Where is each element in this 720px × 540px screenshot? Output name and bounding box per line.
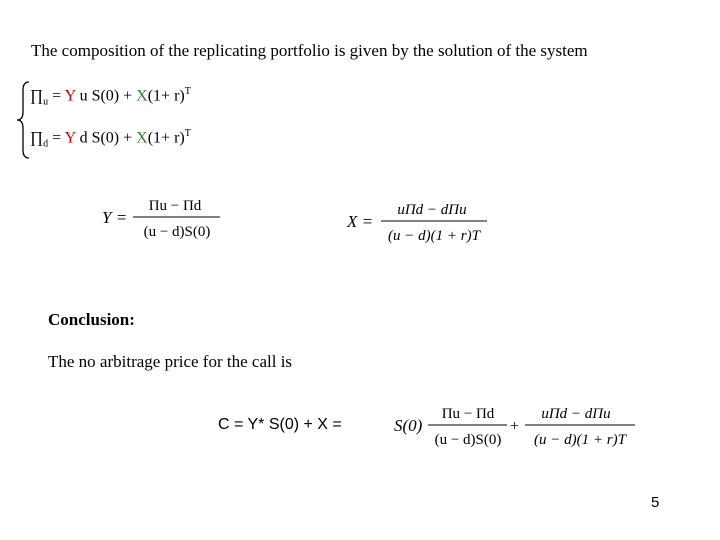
formula-x-denominator: (u − d)(1 + r)T (388, 228, 480, 244)
formula-y (100, 192, 230, 248)
formula-x (345, 196, 495, 252)
y-variable: Y (64, 129, 76, 147)
system-eq-down: $\prod_d = Y$ d $S(0) + X(1+ r)^T$ (30, 128, 191, 150)
pi-symbol: ∏ (30, 129, 44, 147)
formula-c-plus: + (510, 418, 520, 435)
system-brace (15, 80, 31, 160)
call-price-line: C = Y* S(0) + X = (218, 416, 342, 433)
page-number: 5 (651, 494, 660, 511)
formula-c-num1: Πu − Πd (441, 406, 495, 422)
x-variable: X (136, 87, 148, 105)
formula-y-denominator: (u − d)S(0) (143, 224, 211, 240)
system-eq-up: $\prod_u = Y$ u $S(0) + X(1+ r)^T$ (30, 86, 191, 108)
formula-c-denominator2: (u − d)(1 + r)T (534, 432, 626, 448)
formula-y-lhs: Y = (102, 208, 128, 227)
formula-y-numerator: Πu − Πd (148, 198, 202, 214)
formula-c-prefix: S(0) (394, 416, 423, 435)
formula-x-lhs: X = (347, 212, 374, 231)
formula-c-denominator1: (u − d)S(0) (434, 432, 502, 448)
formula-x-numerator: uΠd − dΠu (397, 202, 467, 218)
intro-text: The composition of the replicating portfolio is given by the solution of the system (31, 41, 588, 60)
conclusion-heading: Conclusion: (48, 310, 135, 329)
formula-c-numerator2: uΠd − dΠu (541, 406, 611, 422)
no-arbitrage-text: The no arbitrage price for the call is (48, 352, 293, 371)
formula-c (392, 400, 642, 456)
y-variable: Y (64, 87, 76, 105)
pi-symbol: ∏ (30, 87, 44, 105)
x-variable: X (136, 129, 148, 147)
